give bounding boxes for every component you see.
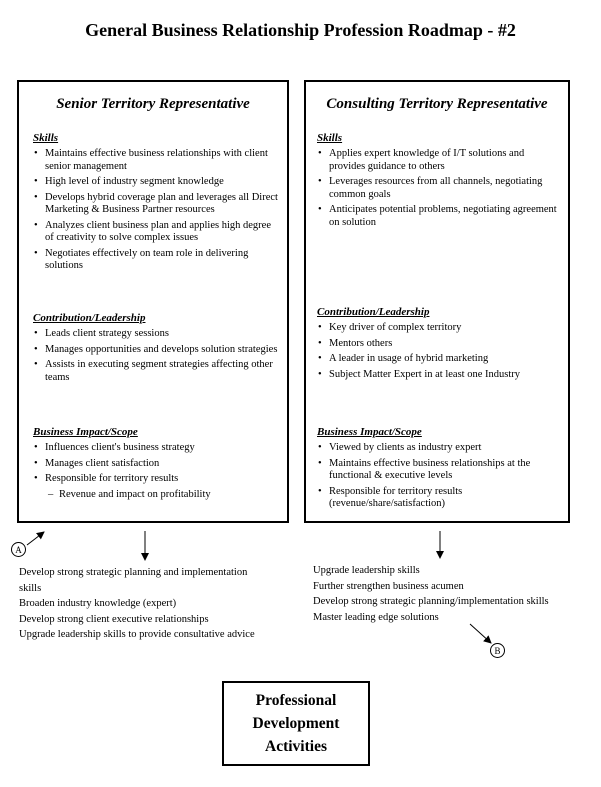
right-note: Upgrade leadership skills bbox=[313, 565, 420, 576]
right-note: Master leading edge solutions bbox=[313, 611, 439, 623]
right-impact-item: • Responsible for territory results (revenue/share/satisfaction) bbox=[317, 486, 557, 511]
professional-development-box bbox=[222, 681, 370, 766]
left-contribution-heading: Contribution/Leadership bbox=[33, 312, 146, 324]
box-title-left: Senior Territory Representative bbox=[56, 96, 250, 112]
left-skill-item: • High level of industry segment knowledge bbox=[33, 176, 278, 189]
marker-b: B bbox=[490, 643, 505, 658]
right-impact-item: • Viewed by clients as industry expert bbox=[317, 442, 557, 455]
right-note: Develop strong strategic planning/implementation skills bbox=[313, 596, 549, 607]
left-contribution-item: • Manages opportunities and develops solution strategies bbox=[33, 344, 278, 357]
left-note: Upgrade leadership skills to provide consultative advice bbox=[19, 629, 255, 640]
right-development-notes bbox=[313, 563, 549, 625]
right-contribution-heading: Contribution/Leadership bbox=[317, 306, 430, 318]
right-skill-item: • Anticipates potential problems, negotiating agreement on solution bbox=[317, 204, 557, 229]
right-contribution-item: • Mentors others bbox=[317, 338, 557, 351]
left-contribution-item: • Assists in executing segment strategies affecting other teams bbox=[33, 359, 278, 384]
left-impact-heading: Business Impact/Scope bbox=[33, 426, 138, 438]
right-contribution-item: • Subject Matter Expert in at least one Industry bbox=[317, 369, 557, 382]
right-skill-item: • Applies expert knowledge of I/T solutions and provides guidance to others bbox=[317, 148, 557, 173]
left-impact-item: • Responsible for territory results bbox=[33, 473, 278, 486]
left-impact-subitem: – Revenue and impact on profitability bbox=[33, 489, 278, 502]
left-skills-heading: Skills bbox=[33, 132, 59, 144]
right-contribution-item: • Key driver of complex territory bbox=[317, 322, 557, 335]
right-contribution-item: • A leader in usage of hybrid marketing bbox=[317, 353, 557, 366]
right-skills-heading: Skills bbox=[317, 132, 343, 144]
left-skill-item: • Maintains effective business relationships with client senior management bbox=[33, 148, 278, 173]
left-note: Broaden industry knowledge (expert) bbox=[19, 598, 177, 609]
right-impact-item: • Maintains effective business relationships at the functional & executive levels bbox=[317, 458, 557, 483]
right-note: Further strengthen business acumen bbox=[313, 580, 464, 592]
arrow-b-pointer bbox=[470, 624, 491, 643]
marker-a: A bbox=[11, 542, 26, 557]
left-impact-item: • Manages client satisfaction bbox=[33, 458, 278, 471]
left-note: Develop strong client executive relationships bbox=[19, 613, 209, 625]
right-skill-item: • Leverages resources from all channels, negotiating common goals bbox=[317, 176, 557, 201]
left-note: skills bbox=[19, 582, 42, 594]
box-title-right: Consulting Territory Representative bbox=[326, 96, 548, 112]
left-contribution-item: • Leads client strategy sessions bbox=[33, 328, 278, 341]
page-title: General Business Relationship Profession Roadmap - #2 bbox=[85, 20, 516, 40]
arrow-a-pointer bbox=[27, 532, 44, 545]
left-development-notes bbox=[19, 565, 255, 643]
left-note: Develop strong strategic planning and implementation bbox=[19, 567, 248, 578]
left-impact-item: • Influences client's business strategy bbox=[33, 442, 278, 455]
left-skill-item: • Develops hybrid coverage plan and leverages all Direct Marketing & Business Partner resources bbox=[33, 192, 278, 217]
right-impact-heading: Business Impact/Scope bbox=[317, 426, 422, 438]
left-skill-item: • Analyzes client business plan and applies high degree of creativity to solve complex issues bbox=[33, 220, 278, 245]
professional-development-label: Professional Development Activities bbox=[252, 692, 340, 755]
left-skill-item: • Negotiates effectively on team role in delivering solutions bbox=[33, 248, 278, 273]
